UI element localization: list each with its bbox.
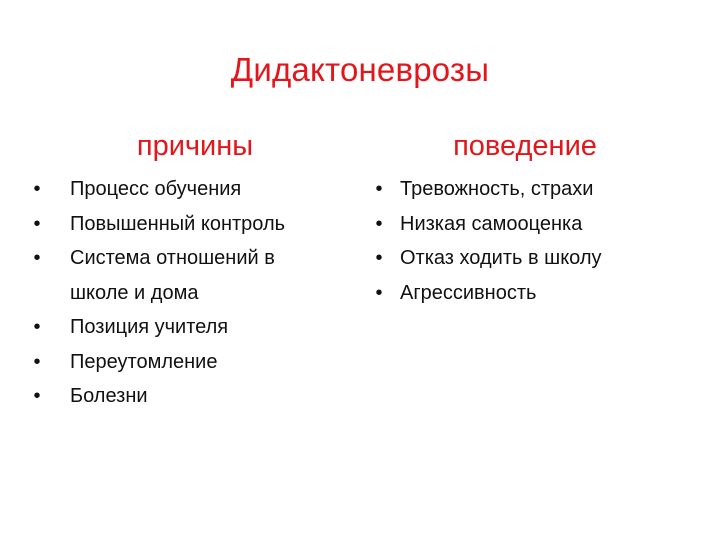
behavior-heading: поведение (453, 130, 597, 162)
bullet-icon: • (33, 385, 41, 407)
list-item (30, 310, 350, 345)
list-item-text: Процесс обучения (70, 178, 242, 200)
list-item-text: Система отношений в школе и дома (70, 247, 275, 304)
causes-heading: причины (136, 130, 254, 162)
slide-title: Дидактоневрозы (230, 51, 490, 88)
bullet-icon: • (33, 316, 41, 338)
bullet-icon: • (33, 247, 41, 269)
list-item-text: Низкая самооценка (400, 212, 583, 235)
bullet-icon: • (375, 281, 383, 304)
bullet-icon: • (33, 350, 41, 373)
list-item-text: Болезни (70, 385, 148, 407)
bullet-icon: • (375, 178, 383, 200)
causes-list (30, 172, 350, 414)
list-item (372, 172, 712, 207)
list-item-text: Позиция учителя (70, 316, 229, 338)
list-item-text: Повышенный контроль (70, 212, 286, 235)
list-item (30, 241, 350, 310)
list-item-text: Тревожность, страхи (400, 178, 594, 200)
bullet-icon: • (33, 178, 41, 200)
list-item (30, 207, 350, 242)
list-item-text: Агрессивность (400, 281, 537, 304)
list-item (30, 345, 350, 380)
bullet-icon: • (375, 212, 383, 235)
bullet-icon: • (375, 247, 383, 269)
bullet-icon: • (33, 212, 41, 235)
list-item (30, 172, 350, 207)
list-item-text: Переутомление (70, 350, 218, 373)
list-item (372, 207, 712, 242)
list-item (372, 241, 712, 276)
list-item (30, 379, 350, 414)
behavior-list (372, 172, 712, 310)
list-item-text: Отказ ходить в школу (400, 247, 602, 269)
list-item (372, 276, 712, 311)
